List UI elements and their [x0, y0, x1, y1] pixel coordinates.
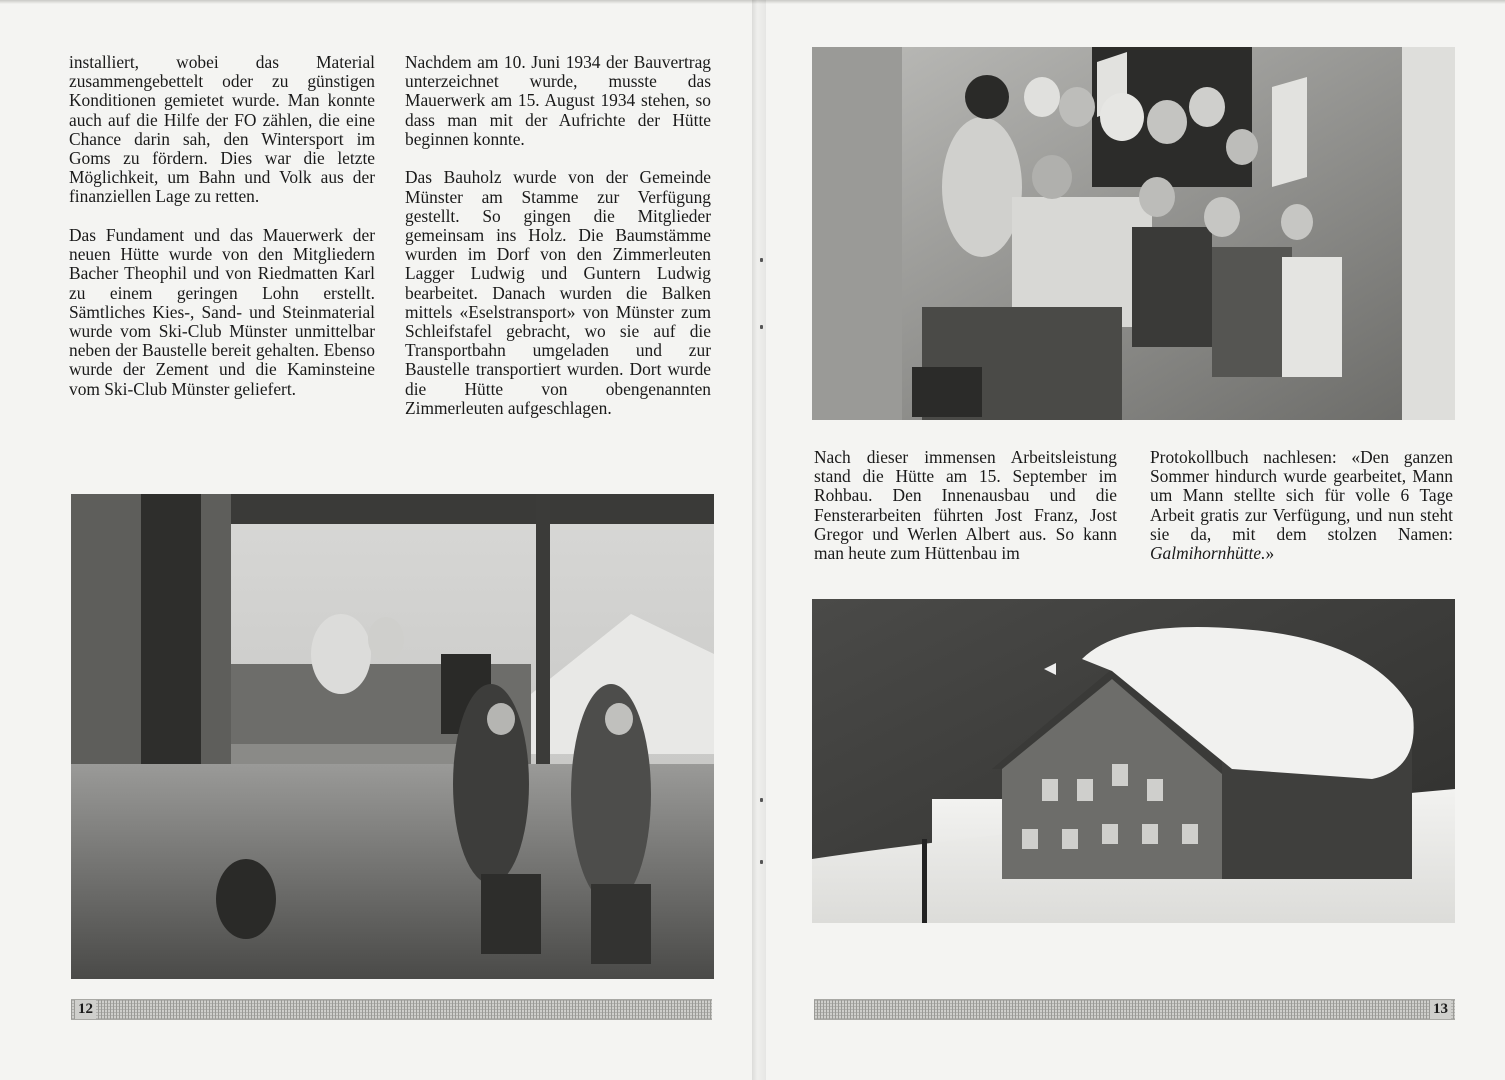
- book-gutter: [752, 0, 766, 1080]
- binding-mark: [760, 258, 763, 262]
- left-page-column-2: [405, 53, 711, 418]
- photo-snow-covered-hut: [812, 599, 1455, 923]
- page-footer-bar: [814, 999, 1455, 1020]
- binding-mark: [760, 798, 763, 802]
- binding-mark: [760, 325, 763, 329]
- paragraph: Das Fundament und das Mauerwerk der neuen Hütte wurde von den Mitgliedern Bacher Theophil und von Riedmatten Karl zu einem geringen Lohn erstellt. Sämtliches Kies-, Sand- und Steinmaterial wurde vom Ski-Club Münster unmittelbar neben der Baustelle bereit gehalten. Ebenso wurde der Zement und die Kaminsteine vom Ski-Club Münster geliefert.: [69, 225, 375, 399]
- page-footer-bar: [71, 999, 712, 1020]
- hut-name: Galmihornhütte.: [1150, 543, 1266, 564]
- paragraph: Nach dieser immensen Arbeitsleistung stand die Hütte am 15. September im Rohbau. Den Innenausbau und die Fensterarbeiten führten Jost Franz, Jost Gregor und Werlen Albert aus. So kann man heute zum Hüttenbau im: [814, 447, 1117, 564]
- paragraph: installiert, wobei das Material zusammengebettelt oder zu günstigen Konditionen gemietet wurde. Man konnte auch auf die Hilfe der FO zählen, die eine Chance darin sah, den Wintersport im Goms zu fördern. Dies war die letzte Möglichkeit, um Bahn und Volk aus der finanziellen Lage zu retten.: [69, 52, 375, 207]
- photo-workers-at-hut: [71, 494, 714, 979]
- left-page-column-1: [69, 53, 375, 399]
- paragraph: Nachdem am 10. Juni 1934 der Bauvertrag unterzeichnet wurde, musste das Mauerwerk am 15. August 1934 stehen, so dass man mit der Aufrichte der Hütte beginnen konnte.: [405, 52, 711, 149]
- paragraph-text: Protokollbuch nachlesen: «Den ganzen Sommer hindurch wurde gearbeitet, Mann um Mann stellte sich für volle 6 Tage Arbeit gratis zur Verfügung, und nun steht sie da, mit dem stolzen Namen:: [1150, 447, 1453, 544]
- photo-group-at-hut-entrance: [812, 47, 1455, 420]
- page-number: 13: [1430, 1000, 1451, 1019]
- page-number: 12: [75, 1000, 96, 1019]
- binding-mark: [760, 860, 763, 864]
- right-page-column-2: [1150, 448, 1453, 563]
- paragraph: Das Bauholz wurde von der Gemeinde Münster am Stamme zur Verfügung gestellt. So gingen die Mitglieder gemeinsam ins Holz. Die Baumstämme wurden im Dorf von den Zimmerleuten Lagger Ludwig und Guntern Ludwig bearbeitet. Danach wurden die Balken mittels «Eselstransport» von Münster zum Schleifstafel gebracht, wo sie auf die Transportbahn umgeladen und zur Baustelle transportiert wurden. Dort wurde die Hütte von obengenannten Zimmerleuten aufgeschlagen.: [405, 167, 711, 418]
- paragraph: [1150, 448, 1453, 563]
- closing-quote: »: [1265, 543, 1275, 564]
- right-page-column-1: [814, 448, 1117, 563]
